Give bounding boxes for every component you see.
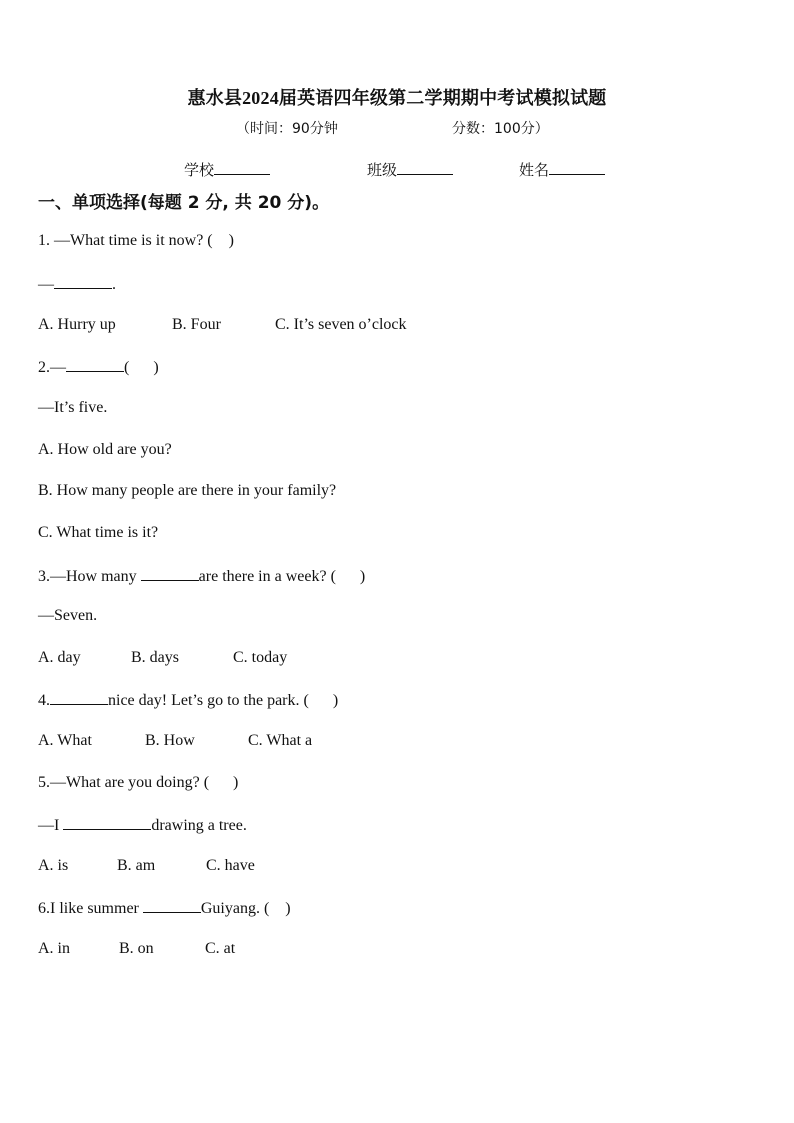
option-b: B. Four [172, 316, 221, 333]
question-prefix: 4. [38, 692, 50, 709]
option-a: A. Hurry up [38, 316, 116, 333]
answer-1 [38, 274, 116, 294]
option-c: C. It’s seven o’clock [275, 316, 407, 333]
question-suffix: Guiyang. ( ) [200, 900, 291, 917]
option-a: A. What [38, 732, 92, 749]
question-prefix: 6.I like summer [38, 900, 143, 917]
answer-dash: — [38, 276, 54, 293]
option-b: B. days [131, 649, 179, 666]
answer-period: . [112, 276, 116, 293]
school-blank [214, 159, 270, 175]
question-1: 1. —What time is it now? ( ) [38, 232, 234, 249]
option-2c: C. What time is it? [38, 524, 159, 541]
question-3 [38, 566, 365, 586]
name-field [519, 159, 605, 180]
option-c: C. have [206, 857, 255, 874]
option-a: A. is [38, 857, 69, 874]
question-2 [38, 357, 159, 377]
question-blank [50, 690, 108, 705]
options-6 [38, 940, 235, 958]
school-label: 学校 [184, 161, 215, 179]
option-2a: A. How old are you? [38, 441, 172, 458]
total-score: 分数：100分） [452, 121, 549, 137]
question-blank [143, 898, 201, 913]
question-suffix: nice day! Let’s go to the park. ( ) [108, 692, 339, 709]
question-4 [38, 690, 338, 710]
answer-blank [63, 815, 151, 830]
option-b: B. on [119, 940, 154, 957]
options-1 [38, 316, 407, 334]
options-5 [38, 857, 255, 875]
answer-blank [54, 274, 112, 289]
question-blank [141, 566, 199, 581]
exam-title: 惠水县2024届英语四年级第二学期期中考试模拟试题 [187, 88, 607, 108]
question-5: 5.—What are you doing? ( ) [38, 774, 239, 791]
section-title: 一、单项选择(每题 2 分, 共 20 分)。 [38, 193, 330, 213]
option-c: C. What a [248, 732, 313, 749]
answer-prefix: —I [38, 817, 64, 834]
options-4 [38, 732, 312, 750]
answer-5 [38, 815, 247, 835]
time-limit: （时间：90分钟 [236, 121, 338, 137]
question-suffix: ( ) [124, 359, 159, 376]
name-blank [549, 159, 605, 175]
options-3 [38, 649, 287, 667]
option-a: A. day [38, 649, 81, 666]
option-a: A. in [38, 940, 70, 957]
answer-3: —Seven. [38, 607, 98, 624]
question-prefix: 2.— [38, 359, 66, 376]
answer-2: —It’s five. [38, 399, 108, 416]
option-b: B. am [117, 857, 156, 874]
class-blank [397, 159, 453, 175]
class-field [367, 159, 453, 180]
question-blank [66, 357, 124, 372]
question-suffix: are there in a week? ( ) [198, 568, 366, 585]
question-prefix: 3.—How many [38, 568, 141, 585]
option-c: C. today [233, 649, 288, 666]
answer-suffix: drawing a tree. [151, 817, 247, 834]
option-b: B. How [145, 732, 195, 749]
name-label: 姓名 [519, 161, 550, 179]
option-2b: B. How many people are there in your family? [38, 482, 337, 499]
option-c: C. at [205, 940, 236, 957]
question-6 [38, 898, 291, 918]
school-field [184, 159, 270, 180]
class-label: 班级 [367, 161, 398, 179]
